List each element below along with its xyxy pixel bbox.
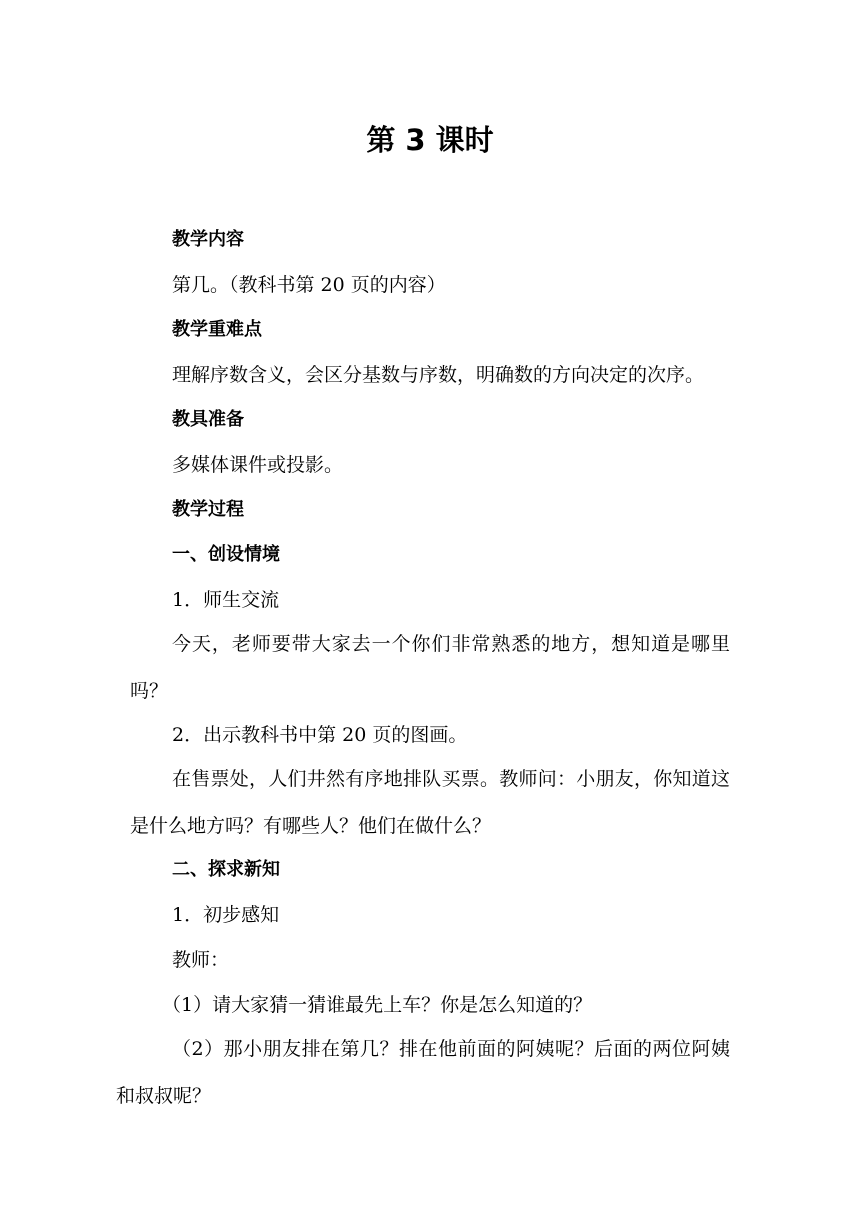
part1-heading: 一、创设情境 xyxy=(172,544,280,565)
section-heading-process: 教学过程 xyxy=(172,499,244,520)
content-text: 第几。（教科书第 20 页的内容） xyxy=(172,274,446,296)
tools-text: 多媒体课件或投影。 xyxy=(172,454,344,476)
part1-item1: 1．师生交流 xyxy=(172,589,280,611)
part1-item1-text: 今天，老师要带大家去一个你们非常熟悉的地方，想知道是哪里吗？ xyxy=(130,633,730,702)
part2-item1: 1．初步感知 xyxy=(172,904,280,926)
section-heading-tools: 教具准备 xyxy=(172,409,244,430)
page-title: 第 3 课时 xyxy=(366,123,494,157)
part2-question-1: （1）请大家猜一猜谁最先上车？你是怎么知道的？ xyxy=(162,994,593,1016)
part1-item2: 2．出示教科书中第 20 页的图画。 xyxy=(172,724,468,746)
part2-question-2: （2）那小朋友排在第几？排在他前面的阿姨呢？后面的两位阿姨和叔叔呢？ xyxy=(116,1038,730,1107)
part2-teacher-label: 教师： xyxy=(172,949,230,971)
part1-item2-text: 在售票处，人们井然有序地排队买票。教师问：小朋友，你知道这是什么地方吗？有哪些人？他们在做什么？ xyxy=(130,768,730,837)
part2-heading: 二、探求新知 xyxy=(172,859,280,880)
section-heading-content: 教学内容 xyxy=(172,229,244,250)
key-points-text: 理解序数含义，会区分基数与序数，明确数的方向决定的次序。 xyxy=(172,364,705,386)
section-heading-key-points: 教学重难点 xyxy=(172,319,262,340)
